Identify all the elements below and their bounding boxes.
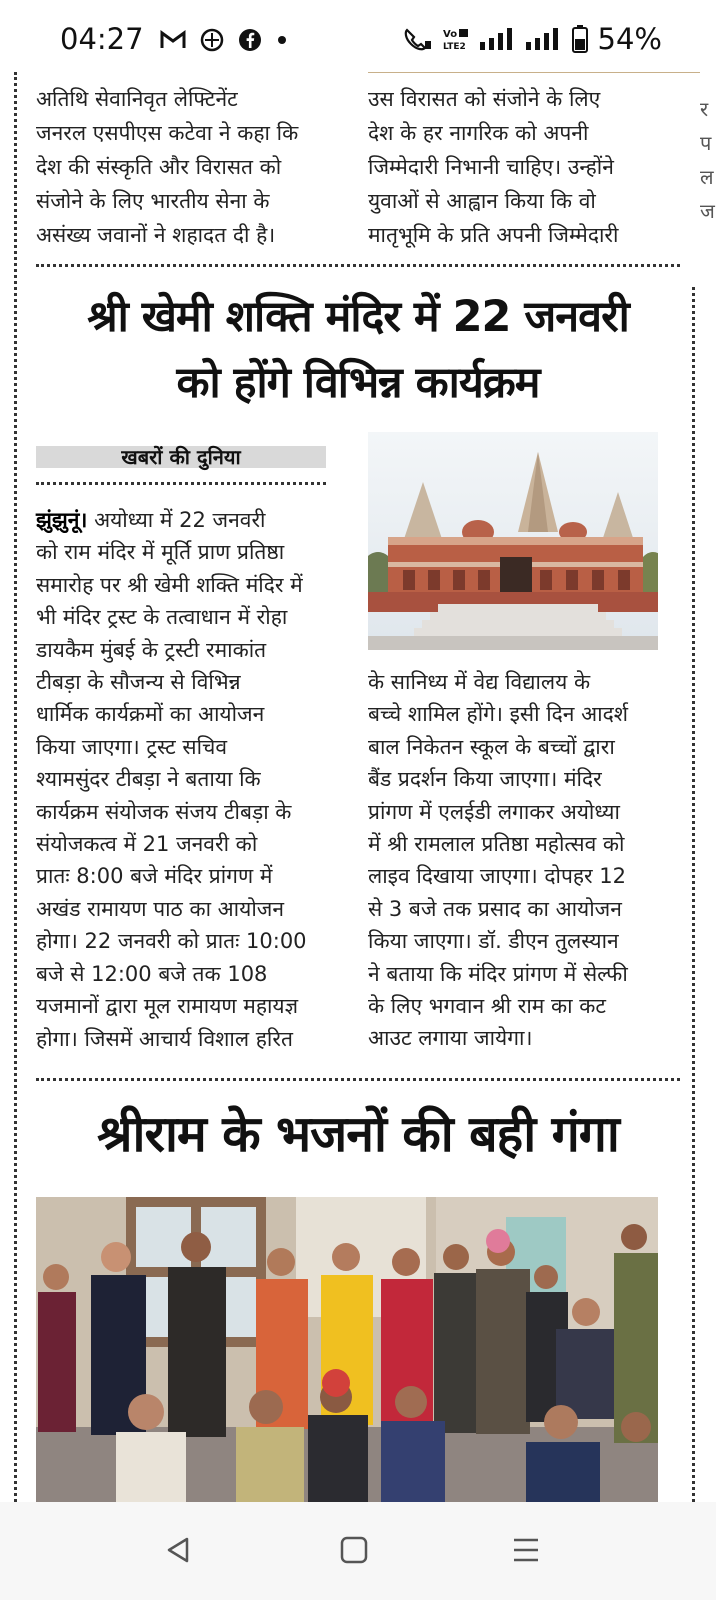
text-line: किया जाएगा। डॉ. डीएन तुलस्यान xyxy=(368,929,619,954)
recents-button[interactable] xyxy=(506,1530,546,1570)
text-line: के सानिध्य में वेद्य विद्यालय के xyxy=(368,670,591,694)
text-line: अखंड रामायण पाठ का आयोजन xyxy=(36,896,284,921)
article1-column1 xyxy=(36,504,328,1055)
cut-text-fragment xyxy=(36,72,326,74)
newspaper-page[interactable] xyxy=(0,72,716,1502)
volte-icon xyxy=(442,27,470,51)
battery-percent: 54% xyxy=(597,22,662,56)
text-line: भी मंदिर ट्रस्ट के तत्वाधान में रोहा xyxy=(36,605,288,630)
article1-column2 xyxy=(368,666,660,1055)
text-line: बैंड प्रदर्शन किया जाएगा। मंदिर xyxy=(368,767,602,792)
article1-headline xyxy=(36,284,680,416)
back-icon xyxy=(163,1535,193,1565)
column-divider-left xyxy=(14,72,17,1502)
text-line: देश की संस्कृति और विरासत को xyxy=(36,155,282,179)
dot-icon xyxy=(276,34,288,46)
signal-icon xyxy=(526,28,562,50)
byline-divider xyxy=(36,482,326,485)
back-button[interactable] xyxy=(158,1530,198,1570)
section-divider xyxy=(36,1078,680,1081)
text-line: समारोह पर श्री खेमी शक्ति मंदिर में xyxy=(36,572,303,597)
home-icon xyxy=(339,1535,369,1565)
dateline: झुंझुनूं। xyxy=(36,508,88,532)
svg-text:Vo: Vo xyxy=(442,29,457,40)
text-line: होगा। जिसमें आचार्य विशाल हरित xyxy=(36,1026,293,1051)
menu-icon xyxy=(511,1535,541,1565)
text-line: टीबड़ा के सौजन्य से विभिन्न xyxy=(36,670,241,695)
battery-icon xyxy=(572,25,588,53)
vpn-icon xyxy=(200,28,224,52)
temple-photo xyxy=(368,432,658,650)
text-line: मातृभूमि के प्रति अपनी जिम्मेदारी xyxy=(368,223,619,247)
text-line: बजे से 12:00 बजे तक 108 xyxy=(36,961,268,986)
text-line: श्यामसुंदर टीबड़ा ने बताया कि xyxy=(36,767,261,792)
text-line: जिम्मेदारी निभानी चाहिए। उन्होंने xyxy=(368,155,614,179)
article2-headline: श्रीराम के भजनों की बही गंगा xyxy=(97,1105,619,1163)
top-right-column xyxy=(368,82,660,252)
text-line: जनरल एसपीएस कटेवा ने कहा कि xyxy=(36,121,299,145)
section-divider xyxy=(36,264,680,267)
facebook-icon xyxy=(238,28,262,52)
text-line: प्रातः 8:00 बजे मंदिर प्रांगण में xyxy=(36,864,273,889)
status-time: 04:27 xyxy=(60,22,144,56)
text-line: लाइव दिखाया जाएगा। दोपहर 12 xyxy=(368,864,627,889)
text-line: संजोने के लिए भारतीय सेना के xyxy=(36,189,270,213)
home-button[interactable] xyxy=(334,1530,374,1570)
text-line: को राम मंदिर में मूर्ति प्राण प्रतिष्ठा xyxy=(36,540,285,565)
wifi-calling-icon xyxy=(402,27,432,51)
signal-icon xyxy=(480,28,516,50)
text-line: प्रांगण में एलईडी लगाकर अयोध्या xyxy=(368,799,620,824)
top-left-column xyxy=(36,82,330,252)
text-line: यजमानों द्वारा मूल रामायण महायज्ञ xyxy=(36,994,299,1019)
group-photo xyxy=(36,1197,658,1502)
text-line: के लिए भगवान श्री राम का कट xyxy=(368,994,606,1019)
text-line: डायकैम मुंबई के ट्रस्टी रमाकांत xyxy=(36,637,267,662)
byline: खबरों की दुनिया xyxy=(36,446,326,468)
text-line: बाल निकेतन स्कूल के बच्चों द्वारा xyxy=(368,734,615,759)
text-line: उस विरासत को संजोने के लिए xyxy=(368,87,601,111)
text-line: बच्चे शामिल होंगे। इसी दिन आदर्श xyxy=(368,702,629,727)
top-rule xyxy=(368,72,700,73)
text-line: धार्मिक कार्यक्रमों का आयोजन xyxy=(36,702,265,727)
system-icons xyxy=(402,22,662,56)
headline-line: श्री खेमी शक्ति मंदिर में 22 जनवरी xyxy=(87,292,629,342)
text-line: कार्यक्रम संयोजक संजय टीबड़ा के xyxy=(36,799,292,824)
text-line: होगा। 22 जनवरी को प्रातः 10:00 xyxy=(36,929,307,954)
text-line: किया जाएगा। ट्रस्ट सचिव xyxy=(36,734,228,759)
text-line: में श्री रामलाल प्रतिष्ठा महोत्सव को xyxy=(368,832,625,857)
text-line: असंख्य जवानों ने शहादत दी है। xyxy=(36,223,276,247)
edge-fragment: र प ल ज xyxy=(700,97,715,223)
status-bar xyxy=(0,0,716,72)
text-line: संयोजकत्व में 21 जनवरी को xyxy=(36,832,258,857)
text-line: देश के हर नागरिक को अपनी xyxy=(368,121,589,145)
text-line: आउट लगाया जायेगा। xyxy=(368,1026,533,1051)
text-line: अतिथि सेवानिवृत लेफ्टिनेंट xyxy=(36,87,238,111)
text-line: से 3 बजे तक प्रसाद का आयोजन xyxy=(368,896,622,921)
text-line: ने बताया कि मंदिर प्रांगण में सेल्फी xyxy=(368,961,628,986)
svg-text:LTE2: LTE2 xyxy=(442,42,466,51)
gmail-icon xyxy=(160,30,186,50)
text-line: युवाओं से आह्वान किया कि वो xyxy=(368,189,596,213)
column-divider-right xyxy=(692,287,695,1502)
headline-line: को होंगे विभिन्न कार्यक्रम xyxy=(176,358,540,408)
text-line: अयोध्या में 22 जनवरी xyxy=(94,508,266,532)
navigation-bar xyxy=(0,1502,716,1600)
notification-icons xyxy=(160,28,288,52)
